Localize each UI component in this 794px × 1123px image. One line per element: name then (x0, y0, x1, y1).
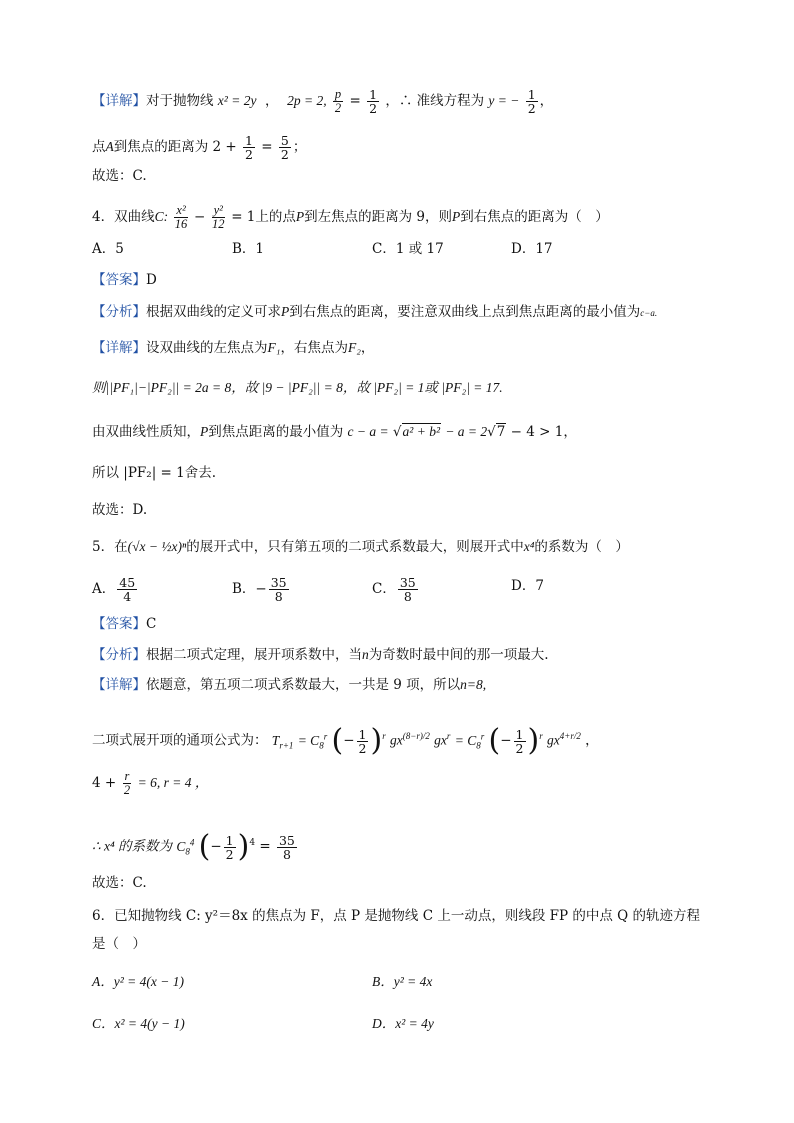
question-5-stem: 5．在(√x − ½x)ⁿ的展开式中，只有第五项的二项式系数最大，则展开式中x⁴的系数为（ ） (92, 539, 629, 555)
q4-analysis: 【分析】根据双曲线的定义可求P到右焦点的距离，要注意双曲线上点到焦点距离的最小值为c−a. (92, 304, 658, 320)
q5-condition: 4 + $\frac{r}{2}$ = 6, r = 4 ， (92, 769, 209, 797)
q5-coefficient: ∴ x⁴ 的系数为 $C_8^4$ (− $\frac{1}{2}$ )$^4$ = $\frac{35}{8}$ (92, 829, 295, 864)
detail-line-distance: 点A到焦点的距离为 2 + $\frac{1}{2}$ = $\frac{5}{2}$ ； (92, 133, 307, 162)
q4-detail-4: 所以 |PF₂| = 1舍去. (92, 465, 217, 481)
q6-option-a: A．y² = 4(x − 1) (92, 974, 184, 989)
question-6-stem-1: 6．已知抛物线 C: y²＝8x 的焦点为 F，点 P 是抛物线 C 上一动点，则线段 FP 的中点 Q 的轨迹方程 (92, 908, 700, 924)
q4-choose: 故选：D. (92, 502, 148, 518)
q4-detail-3: 由双曲线性质知，P到焦点距离的最小值为 c − a = √a² + b² − a = 2√7 − 4 > 1， (92, 424, 577, 440)
detail-tag: 【详解】 (92, 93, 146, 109)
q5-option-b: B．− $\frac{35}{8}$ (232, 575, 287, 604)
q4-option-c: C．1 或 17 (372, 241, 444, 257)
q5-general-term: 二项式展开项的通项公式为： $T_{r+1} = C_8^r$ (− $\frac{1}{2}$ )$^r$ $gx^{(8-r)/2}$ $gx^r = C_8^r$ (− $\frac{1}{2}$ )$^r$ $gx^{4+r/2}$ ， (92, 723, 599, 758)
q6-option-b: B．y² = 4x (372, 974, 433, 989)
q4-option-b: B．1 (232, 241, 265, 257)
fraction-directrix: $\frac{1}{2}$ (527, 87, 536, 116)
q4-option-a: A．5 (92, 241, 124, 257)
q5-option-d: D．7 (511, 578, 544, 594)
question-4-stem: 4．双曲线C: $\frac{\text{x²}}{16}$ − $\frac{\text{y²}}{12}$ = 1上的点P到左焦点的距离为 9，则P到右焦点的距离为（ ） (92, 203, 609, 231)
fraction-p-over-2: $\frac{p}{2}$ (334, 87, 342, 115)
q5-option-a: A． $\frac{45}{4}$ (92, 575, 136, 604)
q5-analysis: 【分析】根据二项式定理，展开项系数中，当n为奇数时最中间的那一项最大. (92, 647, 549, 663)
q4-detail-2: 则||PF₁|−|PF₂|| = 2a = 8，故 |9 − |PF₂|| = 8，故 |PF₂| = 1或 |PF₂| = 17. (92, 380, 503, 395)
q4-option-d: D．17 (511, 241, 553, 257)
q5-detail-1: 【详解】依题意，第五项二项式系数最大，一共是 9 项，所以n=8, (92, 677, 487, 693)
choose-line-3: 故选：C. (92, 168, 147, 184)
q5-choose: 故选：C. (92, 875, 147, 891)
q6-option-d: D．x² = 4y (372, 1016, 434, 1031)
q4-detail-1: 【详解】设双曲线的左焦点为F₁，右焦点为F₂， (92, 340, 375, 356)
q4-answer: 【答案】D (92, 272, 157, 288)
q5-option-c: C． $\frac{35}{8}$ (372, 575, 416, 604)
question-6-stem-2: 是（ ） (92, 936, 146, 952)
q6-option-c: C．x² = 4(y − 1) (92, 1016, 185, 1031)
fraction-one-half: $\frac{1}{2}$ (369, 87, 378, 116)
detail-line-parabola: 【详解】对于抛物线 x² = 2y ， 2p = 2, $\frac{p}{2}$ = $\frac{1}{2}$ ，∴ 准线方程为 y = − $\frac{1}{2}$ ， (92, 87, 554, 116)
q5-answer: 【答案】C (92, 616, 157, 632)
